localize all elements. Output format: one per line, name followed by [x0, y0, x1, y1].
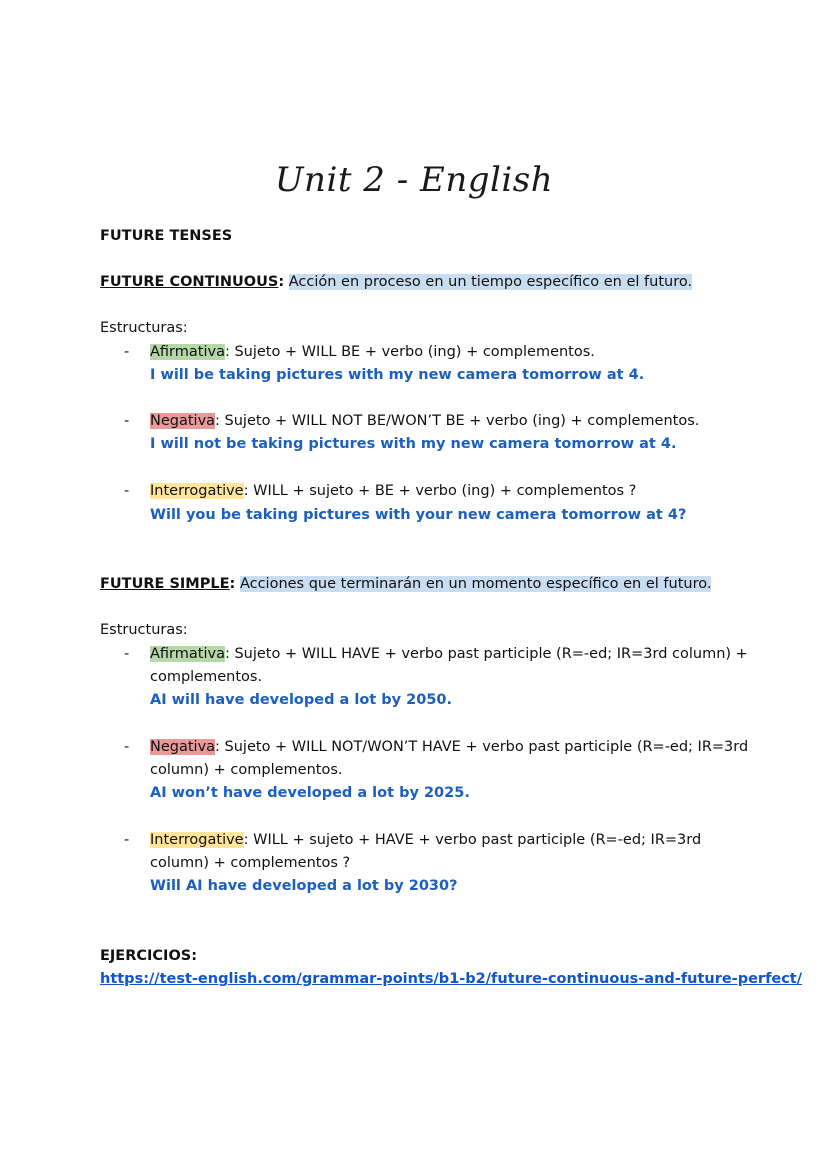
ejercicios-label: EJERCICIOS: — [100, 948, 198, 964]
future-continuous-definition: Acción en proceso en un tiempo específico en el futuro. — [288, 274, 693, 290]
estructuras-label: Estructuras: — [100, 622, 188, 638]
bullet: - — [124, 344, 130, 360]
estructuras-label: Estructuras: — [100, 320, 188, 336]
future-simple-label: FUTURE SIMPLE — [100, 576, 230, 592]
negative-label: Negativa — [150, 739, 216, 755]
future-continuous-heading: FUTURE CONTINUOUS: Acción en proceso en un tiempo específico en el futuro. — [100, 274, 693, 290]
affirmative-label: Afirmativa — [150, 646, 225, 662]
structure-negative: Negativa: Sujeto + WILL NOT BE/WON’T BE + verbo (ing) + complementos. — [150, 413, 700, 429]
section-heading: FUTURE TENSES — [100, 228, 233, 244]
example-sentence: AI won’t have developed a lot by 2025. — [150, 785, 470, 801]
structure-interrogative: Interrogative: WILL + sujeto + HAVE + verbo past participle (R=-ed; IR=3rd — [150, 832, 702, 848]
example-sentence: AI will have developed a lot by 2050. — [150, 692, 453, 708]
structure-continuation: column) + complementos ? — [150, 855, 351, 871]
example-sentence: Will AI have developed a lot by 2030? — [150, 878, 458, 894]
structure-affirmative: Afirmativa: Sujeto + WILL HAVE + verbo past participle (R=-ed; IR=3rd column) + — [150, 646, 748, 662]
structure-continuation: complementos. — [150, 669, 263, 685]
ejercicios-link[interactable]: https://test-english.com/grammar-points/b1-b2/future-continuous-and-future-perfect/ — [100, 971, 803, 987]
structure-affirmative: Afirmativa: Sujeto + WILL BE + verbo (ing) + complementos. — [150, 344, 595, 360]
bullet: - — [124, 646, 130, 662]
example-sentence: Will you be taking pictures with your new camera tomorrow at 4? — [150, 507, 687, 523]
future-simple-heading: FUTURE SIMPLE: Acciones que terminarán en un momento específico en el futuro. — [100, 576, 712, 592]
example-sentence: I will not be taking pictures with my new camera tomorrow at 4. — [150, 436, 677, 452]
bullet: - — [124, 483, 130, 499]
structure-negative: Negativa: Sujeto + WILL NOT/WON’T HAVE + verbo past participle (R=-ed; IR=3rd — [150, 739, 749, 755]
future-continuous-label: FUTURE CONTINUOUS — [100, 274, 279, 290]
interrogative-label: Interrogative — [150, 832, 244, 848]
interrogative-label: Interrogative — [150, 483, 244, 499]
negative-label: Negativa — [150, 413, 216, 429]
structure-interrogative: Interrogative: WILL + sujeto + BE + verbo (ing) + complementos ? — [150, 483, 637, 499]
future-simple-definition: Acciones que terminarán en un momento específico en el futuro. — [239, 576, 712, 592]
example-sentence: I will be taking pictures with my new camera tomorrow at 4. — [150, 367, 645, 383]
ejercicios-link-line — [100, 968, 802, 991]
page-title: Unit 2 - English — [274, 160, 554, 200]
bullet: - — [124, 413, 130, 429]
affirmative-label: Afirmativa — [150, 344, 225, 360]
structure-continuation: column) + complementos. — [150, 762, 343, 778]
bullet: - — [124, 739, 130, 755]
bullet: - — [124, 832, 130, 848]
